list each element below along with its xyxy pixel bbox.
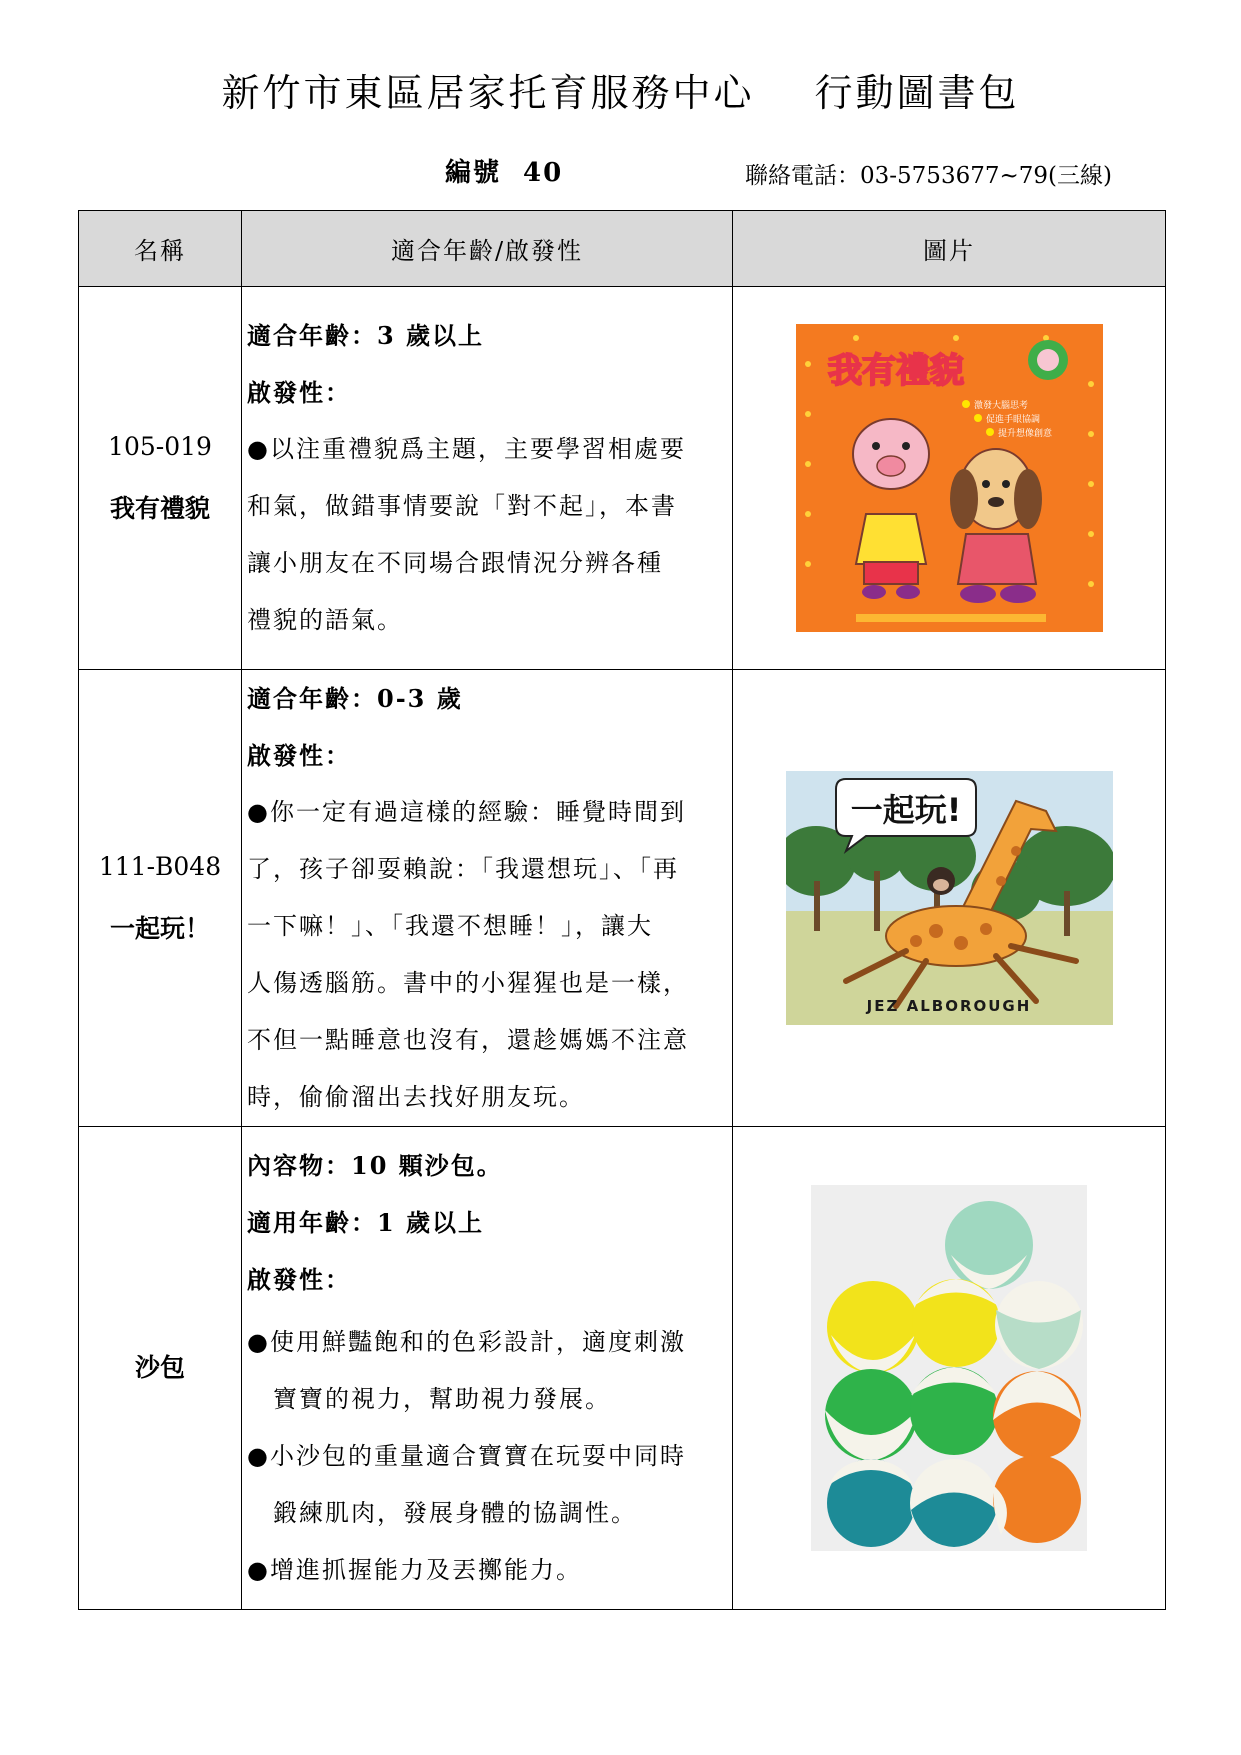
package-id-value: 40: [523, 158, 564, 188]
book-cover-image: [786, 771, 1113, 1025]
cover-title: 一起玩!: [850, 791, 961, 829]
book-cover-image: [796, 324, 1103, 632]
description-line: 人傷透腦筋。書中的小猩猩也是一樣，: [247, 969, 689, 997]
item-description: [242, 287, 733, 670]
description-line: 寶寶的視力，幫助視力發展。: [273, 1385, 611, 1413]
contact-phone: 聯絡電話：03-5753677~79(三線): [745, 163, 1112, 189]
title-org: 新竹市東區居家托育服務中心: [221, 71, 755, 115]
inspiration-label: 啟發性：: [247, 1265, 351, 1294]
cover-bullet: 促進手眼協調: [985, 415, 1040, 425]
column-header-age: 適合年齡/啟發性: [242, 211, 733, 287]
page-title: [0, 62, 1241, 117]
contents-line: 內容物：10 顆沙包。: [247, 1151, 503, 1180]
description-line: 禮貌的語氣。: [247, 606, 403, 634]
item-description: [242, 670, 733, 1127]
description-line: 和氣，做錯事情要說「對不起」，本書: [247, 492, 677, 520]
age-line: 適合年齡：3 歲以上: [247, 321, 485, 350]
item-picture-cell: [733, 670, 1166, 1127]
item-description: [242, 1127, 733, 1610]
description-line: ●小沙包的重量適合寶寶在玩耍中同時: [247, 1442, 686, 1470]
item-picture-cell: [733, 287, 1166, 670]
item-name: 沙包: [134, 1353, 185, 1382]
column-header-picture: 圖片: [733, 211, 1166, 287]
item-code: 105-019: [108, 432, 212, 461]
description-line: ●以注重禮貌爲主題，主要學習相處要: [247, 435, 686, 463]
inspiration-label: 啟發性：: [247, 741, 351, 770]
title-package: 行動圖書包: [814, 71, 1020, 115]
description-line: 讓小朋友在不同場合跟情況分辨各種: [247, 549, 663, 577]
column-header-name: 名稱: [79, 211, 242, 287]
beanbag-photo: [811, 1185, 1087, 1551]
cover-bullet: 提升想像創意: [997, 429, 1052, 439]
item-picture-cell: [733, 1127, 1166, 1610]
description-line: 鍛練肌肉，發展身體的協調性。: [273, 1499, 637, 1527]
book-table: [78, 210, 1166, 1610]
item-code: 111-B048: [98, 852, 222, 881]
package-id-label: 編號: [445, 158, 502, 188]
description-line: 時，偷偷溜出去找好朋友玩。: [247, 1083, 585, 1111]
cover-author: JEZ ALBOROUGH: [866, 997, 1031, 1015]
table-row: [79, 1127, 1166, 1610]
item-name-cell: [79, 287, 242, 670]
item-name-cell: [79, 1127, 242, 1610]
table-row: [79, 670, 1166, 1127]
description-line: ●使用鮮豔飽和的色彩設計，適度刺激: [247, 1328, 686, 1356]
description-line: 了，孩子卻耍賴說：「我還想玩」、「再: [247, 855, 679, 883]
description-line: ●增進抓握能力及丟擲能力。: [247, 1556, 582, 1584]
item-name-cell: [79, 670, 242, 1127]
inspiration-label: 啟發性：: [247, 378, 351, 407]
item-name: 我有禮貌: [109, 494, 210, 523]
description-line: ●你一定有過這樣的經驗：睡覺時間到: [247, 798, 686, 826]
description-line: 不但一點睡意也沒有，還趁媽媽不注意: [247, 1026, 689, 1054]
cover-bullet: 激發大腦思考: [973, 401, 1028, 411]
table-row: [79, 287, 1166, 670]
package-id: [445, 152, 563, 189]
cover-title: 我有禮貌: [827, 351, 964, 391]
age-line: 適用年齡：1 歲以上: [247, 1208, 485, 1237]
age-line: 適合年齡：0-3 歲: [247, 684, 463, 713]
item-name: 一起玩！: [109, 914, 210, 943]
table-header-row: [79, 211, 1166, 287]
description-line: 一下嘛！」、「我還不想睡！」，讓大: [247, 912, 653, 940]
